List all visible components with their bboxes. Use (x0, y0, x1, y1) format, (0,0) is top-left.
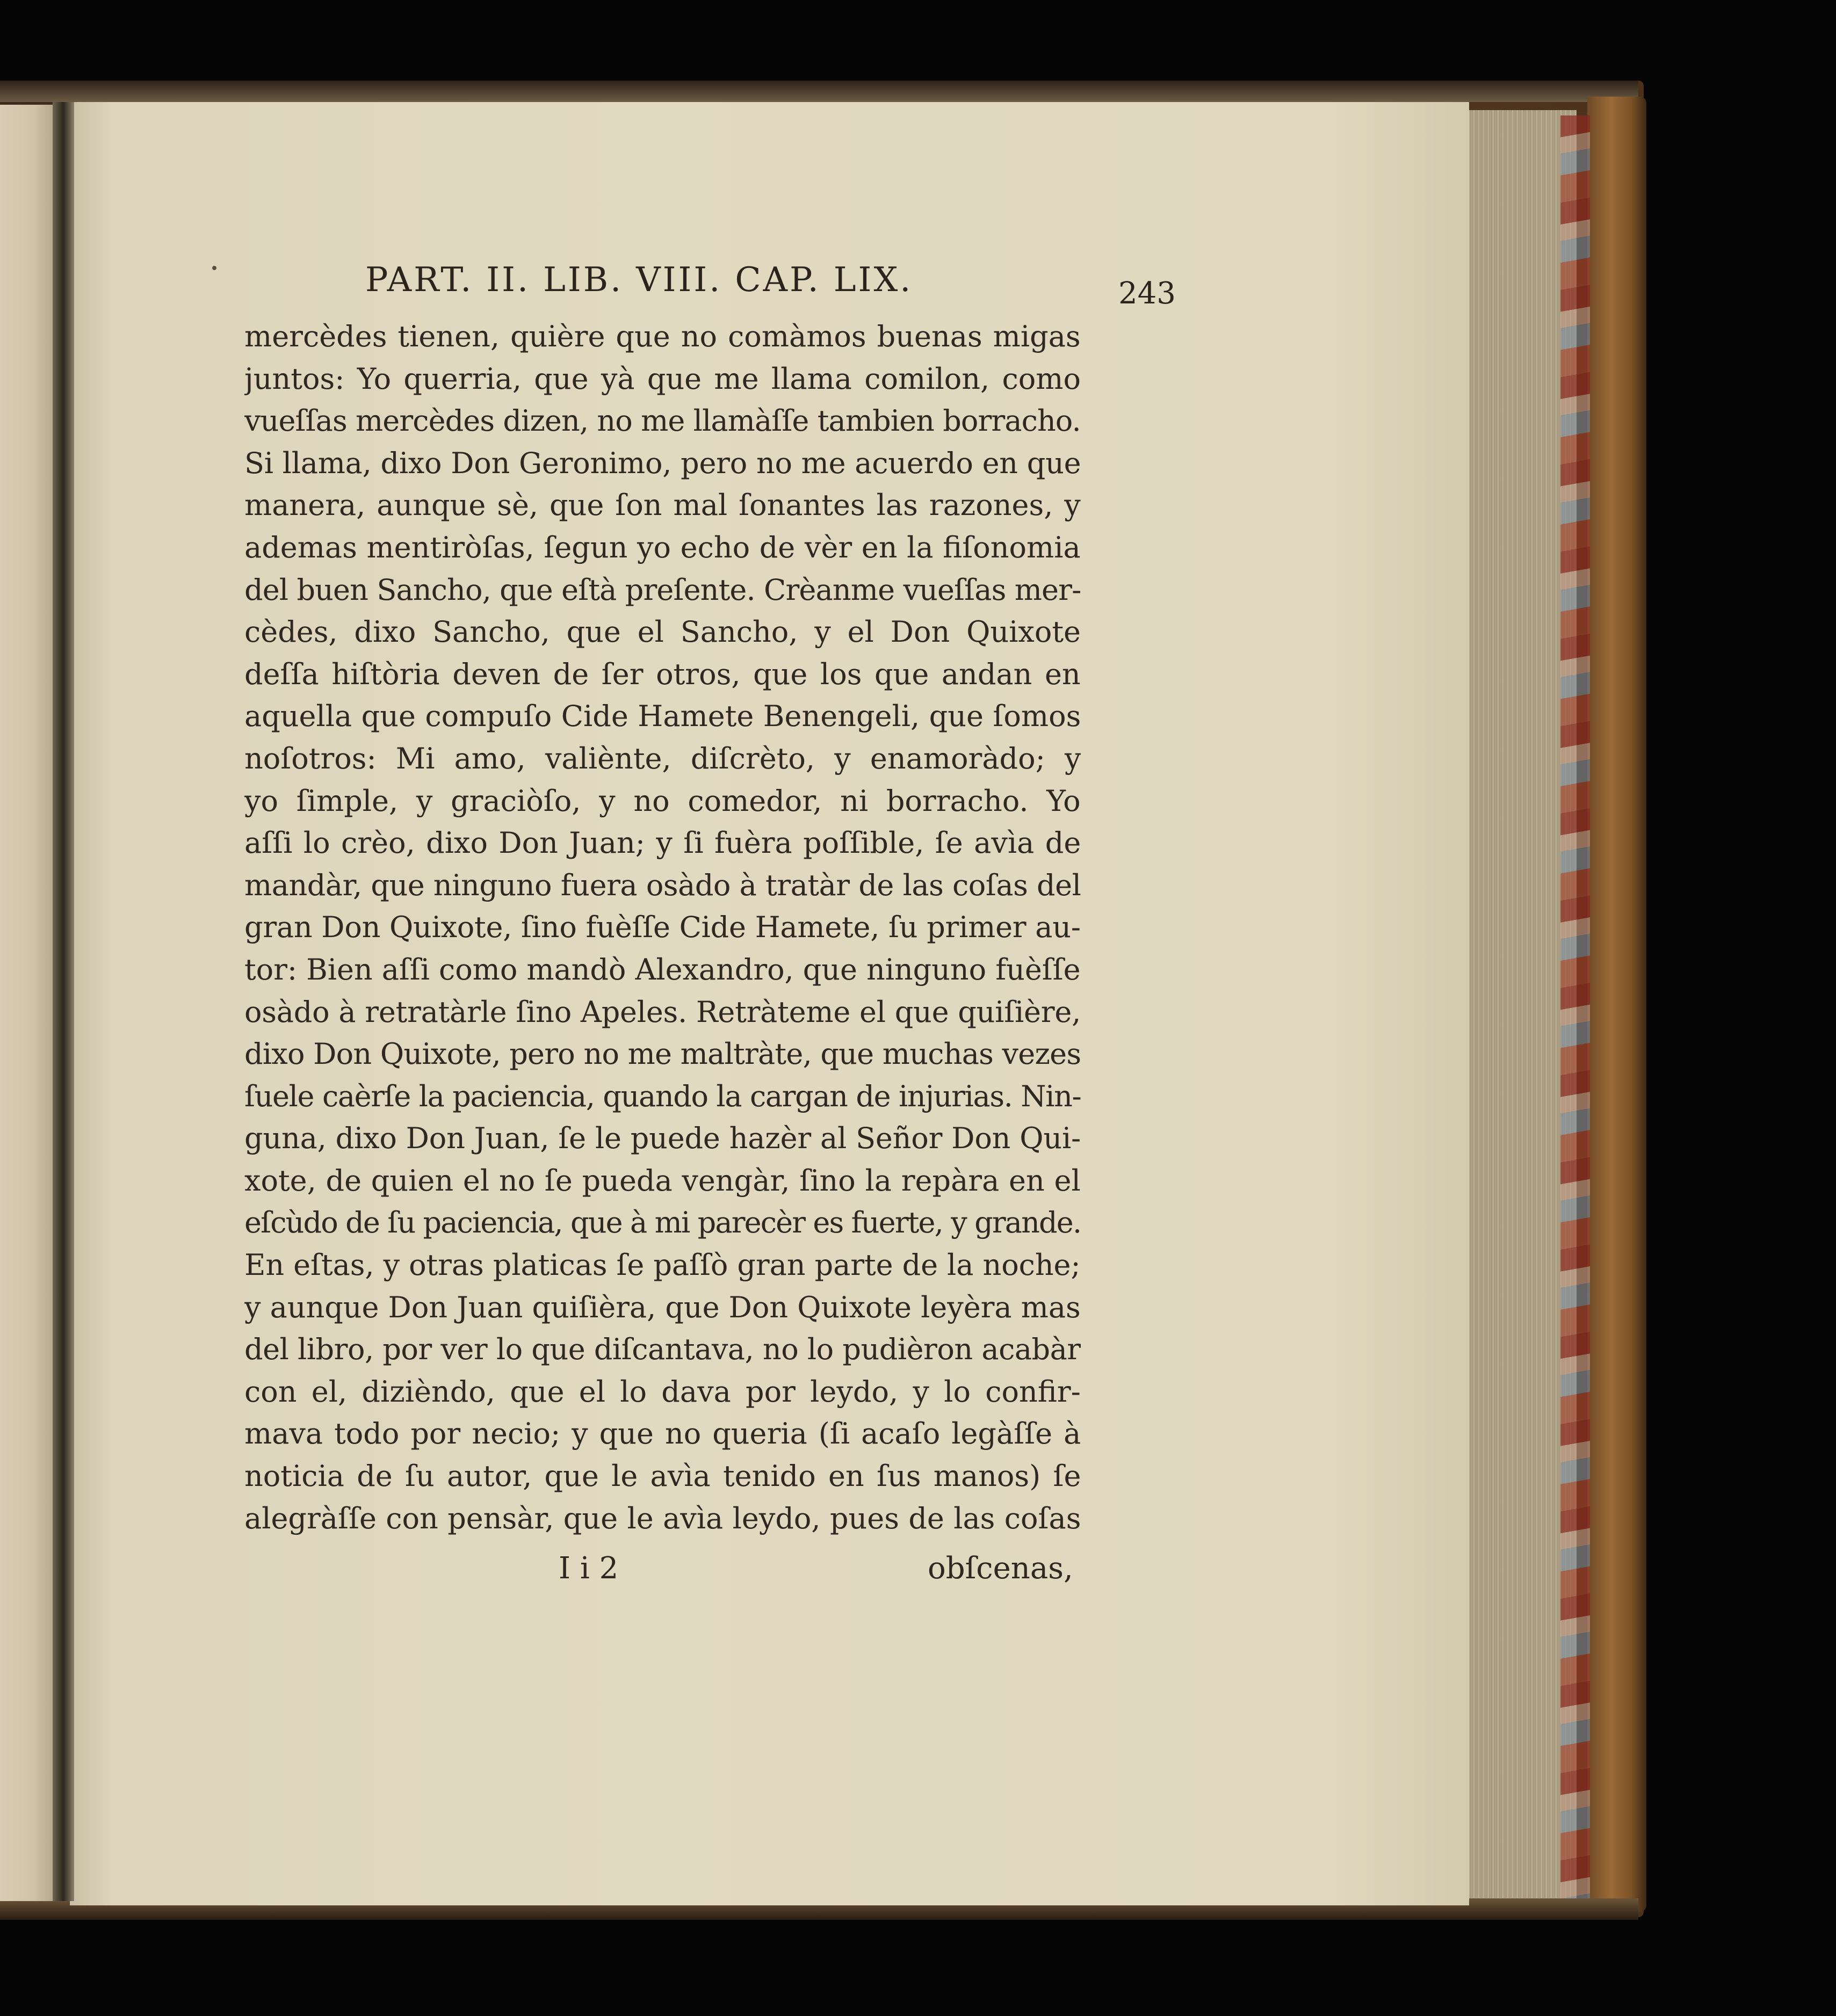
gutter (53, 102, 74, 1901)
text-line: y aunque Don Juan quiſièra, que Don Quixote leyèra mas (244, 1290, 1081, 1324)
text-line: xote, de quien el no ſe pueda vengàr, ſino la repàra en el (244, 1163, 1081, 1198)
catchword: obſcenas, (928, 1551, 1073, 1586)
text-line: del libro, por ver lo que diſcantava, no lo pudièron acabàr (244, 1332, 1081, 1367)
text-block (244, 316, 1081, 1540)
page-edges (1461, 110, 1577, 1901)
text-line: tor: Bien aſſi como mandò Alexandro, que ninguno fuèſſe (244, 952, 1081, 987)
text-line: noſotros: Mi amo, valiènte, diſcrèto, y enamoràdo; y (244, 741, 1081, 775)
text-line: En eſtas, y otras platicas ſe paſſò gran parte de la noche; (244, 1248, 1081, 1282)
leather-binding (1587, 97, 1646, 1912)
marbled-edge (1560, 115, 1590, 1898)
running-head: PART. II. LIB. VIII. CAP. LIX. (365, 260, 913, 299)
signature-mark: I i 2 (559, 1551, 619, 1586)
text-line: ademas mentiròſas, ſegun yo echo de vèr en la fiſonomia (244, 530, 1081, 564)
margin-mark (212, 266, 216, 270)
text-line: cèdes, dixo Sancho, que el Sancho, y el Don Quixote (244, 615, 1081, 649)
text-line: mandàr, que ninguno fuera osàdo à tratàr de las coſas del (244, 868, 1081, 902)
text-line: aquella que compuſo Cide Hamete Benengeli, que ſomos (244, 699, 1081, 734)
text-line: vueſſas mercèdes dizen, no me llamàſſe tambien borracho. (244, 404, 1081, 438)
text-line: yo ſimple, y graciòſo, y no comedor, ni borracho. Yo (244, 784, 1081, 818)
text-line: del buen Sancho, que eſtà preſente. Crèanme vueſſas mer- (244, 572, 1081, 607)
page-number: 243 (1118, 276, 1176, 311)
text-line: con el, dizièndo, que el lo dava por leydo, y lo confir- (244, 1374, 1081, 1409)
book-top-edge (0, 81, 1638, 102)
text-line: guna, dixo Don Juan, ſe le puede hazèr al Señor Don Qui- (244, 1121, 1081, 1156)
text-line: eſcùdo de ſu paciencia, que à mi parecèr es fuerte, y grande. (244, 1206, 1081, 1240)
text-line: mercèdes tienen, quière que no comàmos buenas migas (244, 320, 1081, 353)
text-line: aſſi lo crèo, dixo Don Juan; y ſi fuèra poſſible, ſe avìa de (244, 826, 1081, 860)
text-line: mava todo por necio; y que no queria (ſi acaſo legàſſe à (244, 1417, 1081, 1451)
text-line: osàdo à retratàrle ſino Apeles. Retràteme el que quiſière, (244, 995, 1081, 1029)
text-line: manera, aunque sè, que ſon mal ſonantes las razones, y (244, 488, 1081, 523)
text-line: gran Don Quixote, ſino fuèſſe Cide Hamete, ſu primer au- (244, 910, 1081, 945)
text-line: noticia de ſu autor, que le avìa tenido en ſus manos) ſe (244, 1459, 1081, 1493)
text-line: alegràſſe con pensàr, que le avìa leydo, pues de las coſas (244, 1501, 1081, 1535)
text-line: ſuele caèrſe la paciencia, quando la cargan de injurias. Nin- (244, 1079, 1081, 1113)
text-line: Si llama, dixo Don Geronimo, pero no me acuerdo en que (244, 446, 1081, 480)
text-line: dixo Don Quixote, pero no me maltràte, que muchas vezes (244, 1037, 1081, 1071)
text-line: deſſa hiſtòria deven de ſer otros, que los que andan en (244, 657, 1081, 691)
text-line: juntos: Yo querria, que yà que me llama comilon, como (244, 361, 1081, 396)
